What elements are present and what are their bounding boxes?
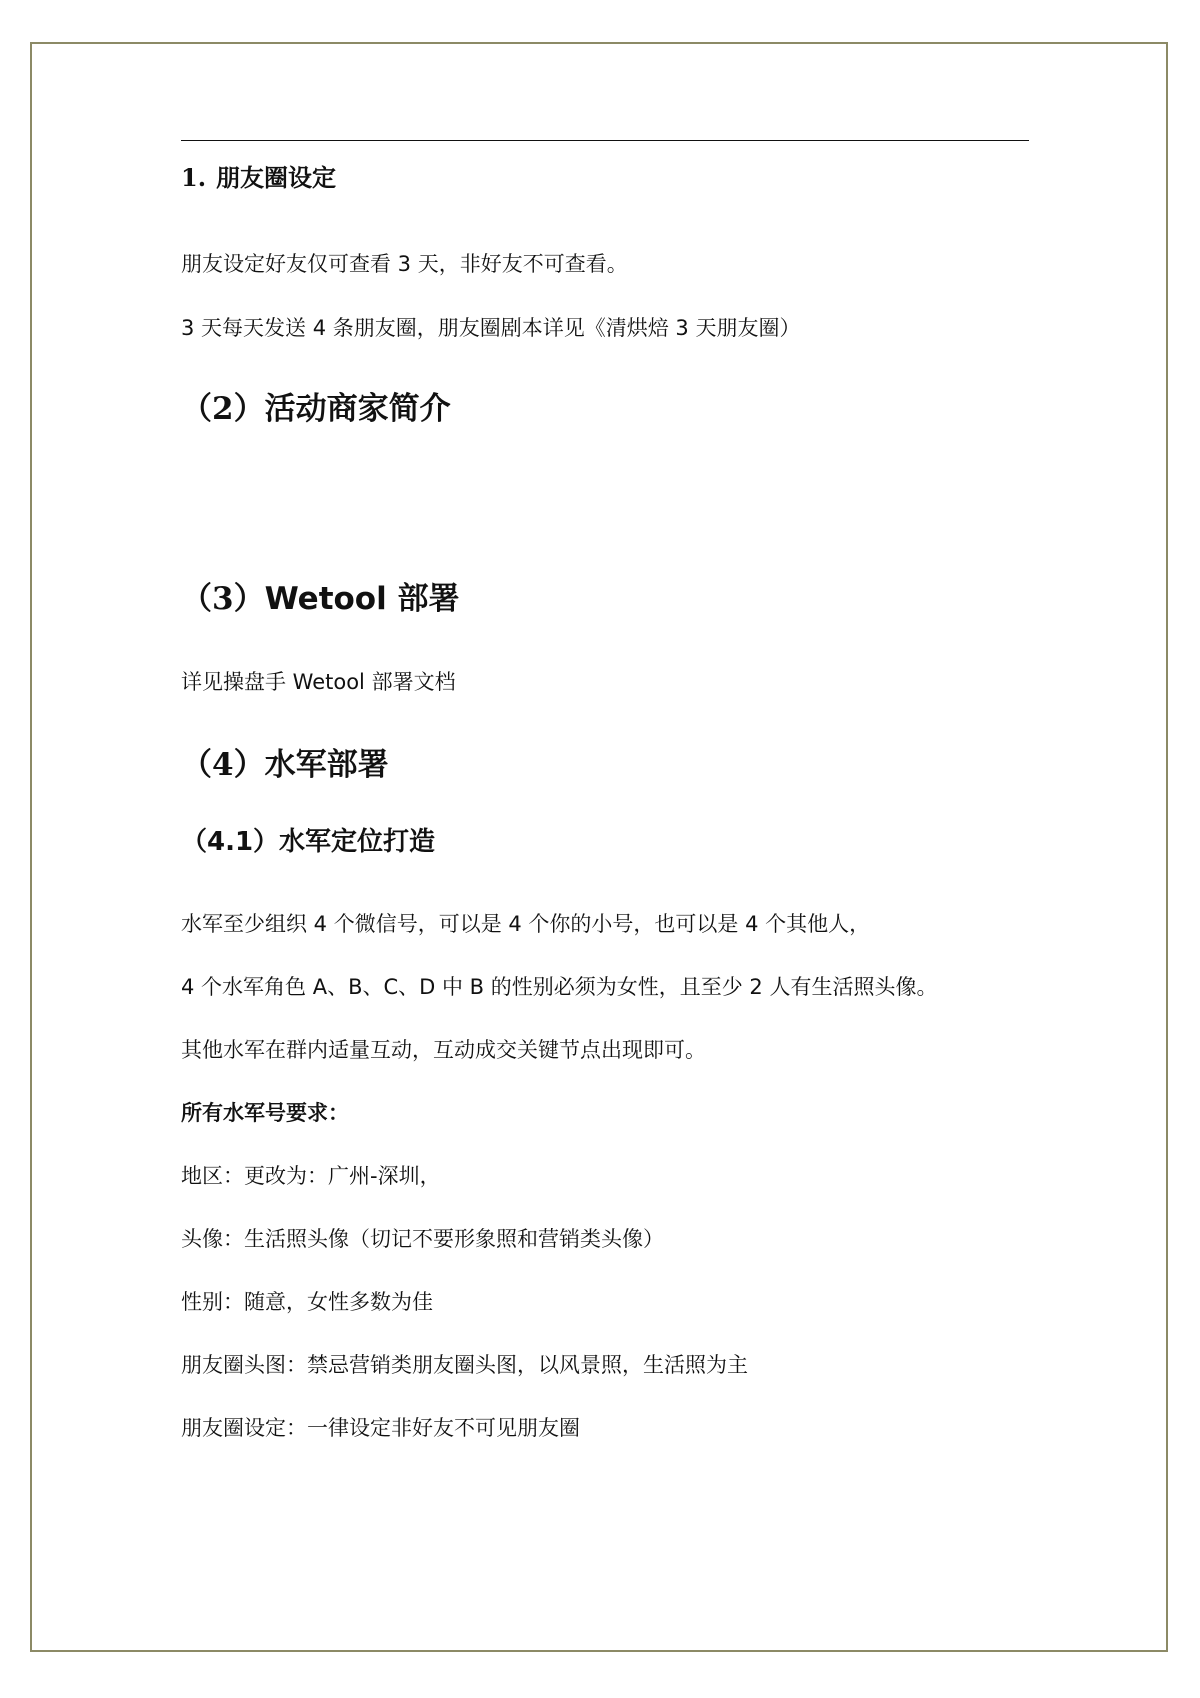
paragraph: 详见操盘手 Wetool 部署文档 — [181, 670, 456, 694]
requirement-item: 地区：更改为：广州-深圳， — [181, 1164, 441, 1188]
heading-number: （2） — [181, 391, 265, 427]
heading-title: 朋友圈设定 — [216, 164, 337, 192]
subheading-shuijun-positioning: （4.1）水军定位打造 — [181, 827, 436, 857]
paragraph: 水军至少组织 4 个微信号，可以是 4 个你的小号，也可以是 4 个其他人， — [181, 912, 871, 936]
paragraph: 朋友设定好友仅可查看 3 天，非好友不可查看。 — [181, 252, 628, 276]
requirements-label: 所有水军号要求： — [181, 1101, 349, 1125]
heading-number: （3） — [181, 581, 265, 617]
document-content — [181, 140, 1031, 1443]
paragraph: 其他水军在群内适量互动，互动成交关键节点出现即可。 — [181, 1038, 706, 1062]
heading-merchant-intro — [181, 387, 1031, 431]
requirement-item: 朋友圈设定：一律设定非好友不可见朋友圈 — [181, 1416, 580, 1440]
heading-title: 水军部署 — [264, 747, 389, 783]
heading-title: 活动商家简介 — [264, 391, 451, 427]
requirement-item: 性别：随意，女性多数为佳 — [181, 1290, 433, 1314]
heading-shuijun-deploy — [181, 743, 1031, 787]
heading-number: （4） — [181, 747, 265, 783]
paragraph: 3 天每天发送 4 条朋友圈，朋友圈剧本详见《清烘焙 3 天朋友圈） — [181, 316, 801, 340]
paragraph: 4 个水军角色 A、B、C、D 中 B 的性别必须为女性，且至少 2 人有生活照头像。 — [181, 975, 938, 999]
top-rule — [181, 140, 1029, 141]
requirement-item: 朋友圈头图：禁忌营销类朋友圈头图，以风景照，生活照为主 — [181, 1353, 748, 1377]
heading-wetool-deploy — [181, 577, 1031, 621]
heading-friend-circle-settings — [181, 161, 1031, 195]
requirement-item: 头像：生活照头像（切记不要形象照和营销类头像） — [181, 1227, 664, 1251]
heading-title: Wetool 部署 — [264, 581, 460, 617]
heading-number: 1. — [181, 163, 207, 192]
